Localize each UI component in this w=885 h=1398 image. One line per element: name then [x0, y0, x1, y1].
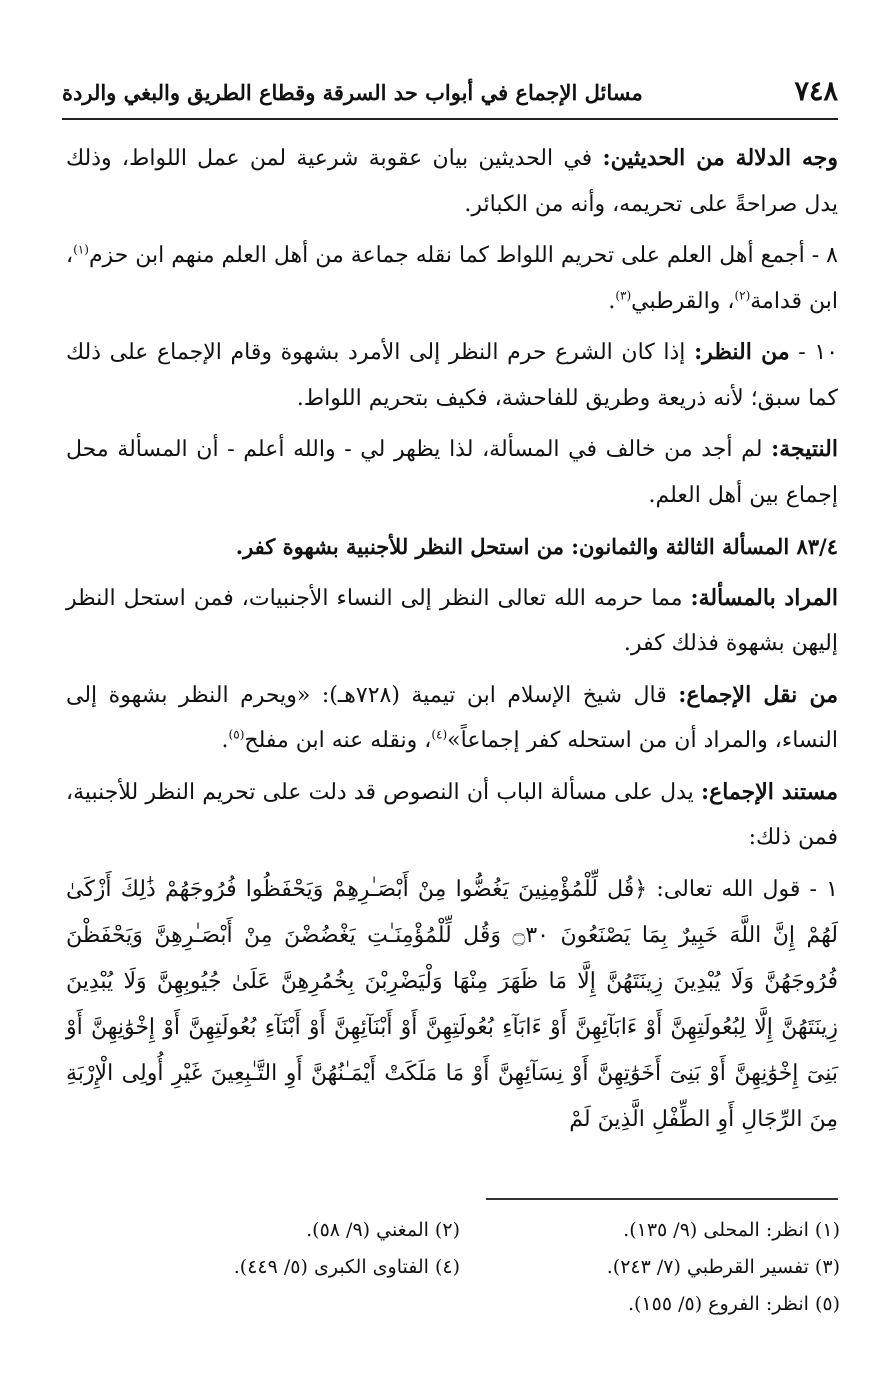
paragraph-text: .	[221, 728, 229, 753]
paragraph-text: لم أجد من خالف في المسألة، لذا يظهر لي - والله أعلم - أن المسألة محل إجماع بين أهل العلم.	[66, 437, 838, 508]
paragraph-label: النتيجة:	[771, 436, 838, 462]
paragraph-label: وجه الدلالة من الحديثين:	[602, 145, 838, 171]
section-heading: ٨٣/٤ المسألة الثالثة والثمانون: من استحل النظر للأجنبية بشهوة كفر.	[235, 534, 838, 559]
running-title: مسائل الإجماع في أبواب حد السرقة وقطاع الطريق والبغي والردة	[62, 80, 643, 105]
body-text	[66, 136, 838, 1149]
footnote-1: (١) انظر: المحلى (٩/ ١٣٥).	[623, 1219, 840, 1241]
paragraph-quran-verse	[66, 867, 838, 1143]
paragraph-label: مستند الإجماع:	[700, 778, 838, 805]
paragraph-text: ٨ - أجمع أهل العلم على تحريم اللواط كما نقله جماعة من أهل العلم منهم ابن حزم	[88, 243, 838, 268]
paragraph-text: ، ونقله عنه ابن مفلح	[244, 728, 432, 753]
paragraph-text: في الحديثين بيان عقوبة شرعية لمن عمل اللواط، وذلك يدل صراحةً على تحريمه، وأنه من الكبائر.	[66, 146, 838, 217]
running-header	[62, 72, 838, 112]
paragraph-reasoning-10	[66, 330, 838, 421]
footnote-row	[160, 1212, 840, 1249]
paragraph-label: من النظر:	[694, 339, 790, 365]
paragraph-consensus-8	[66, 233, 838, 324]
paragraph-label: من نقل الإجماع:	[678, 681, 838, 708]
paragraph-evidence-meaning	[66, 136, 838, 227]
paragraph-consensus-basis	[66, 770, 838, 861]
footnote-2: (٢) المغني (٩/ ٥٨).	[306, 1219, 460, 1241]
paragraph-label: المراد بالمسألة:	[690, 584, 838, 611]
footnote-separator	[486, 1198, 838, 1200]
quran-verse-text: ﴿قُل لِّلْمُؤْمِنِينَ يَغُضُّوا مِنْ أَبْصَـٰرِهِمْ وَيَحْفَظُوا فُرُوجَهُمْ ذَٰلِكَ أَزْكَىٰ لَهُمْ إِنَّ اللَّهَ خَبِيرٌ بِمَا يَصْنَعُونَ ۝٣٠ وَقُل لِّلْمُؤْمِنَـٰتِ يَغْضُضْنَ مِنْ أَبْصَـٰرِهِنَّ وَيَحْفَظْنَ فُرُوجَهُنَّ وَلَا يُبْدِينَ زِينَتَهُنَّ إِلَّا مَا ظَهَرَ مِنْهَا وَلْيَضْرِبْنَ بِخُمُرِهِنَّ عَلَىٰ جُيُوبِهِنَّ وَلَا يُبْدِينَ زِينَتَهُنَّ إِلَّا لِبُعُولَتِهِنَّ أَوْ ءَابَآئِهِنَّ أَوْ ءَابَآءِ بُعُولَتِهِنَّ أَوْ أَبْنَآئِهِنَّ أَوْ أَبْنَآءِ بُعُولَتِهِنَّ أَوْ إِخْوَٰنِهِنَّ أَوْ بَنِىٓ إِخْوَٰنِهِنَّ أَوْ بَنِىٓ أَخَوَٰتِهِنَّ أَوْ نِسَآئِهِنَّ أَوْ مَا مَلَكَتْ أَيْمَـٰنُهُنَّ أَوِ التَّـٰبِعِينَ غَيْرِ أُولِى الْإِرْبَةِ مِنَ الرِّجَالِ أَوِ الطِّفْلِ الَّذِينَ لَمْ	[66, 876, 839, 1132]
footnote-3: (٣) تفسير القرطبي (٧/ ٢٤٣).	[606, 1256, 840, 1278]
footnote-ref: (٢)	[734, 288, 751, 303]
paragraph-text: مما حرمه الله تعالى النظر إلى النساء الأجنبيات، فمن استحل النظر إليهن بشهوة فذلك كفر.	[66, 585, 838, 656]
paragraph-number: ١٠ -	[789, 340, 839, 365]
paragraph-text: ، ابن قدامة	[66, 243, 838, 314]
paragraph-consensus-source	[66, 673, 838, 764]
footnote-row	[160, 1249, 840, 1286]
paragraph-issue-meaning	[66, 576, 838, 667]
paragraph-text: إذا كان الشرع حرم النظر إلى الأمرد بشهوة وقام الإجماع على ذلك كما سبق؛ لأنه ذريعة وطريق للفاحشة، فكيف بتحريم اللواط.	[66, 340, 838, 411]
footnote-ref: (١)	[73, 242, 89, 257]
paragraph-text: ، والقرطبي	[631, 288, 735, 314]
footnote-ref: (٤)	[431, 727, 448, 742]
footnote-5: (٥) انظر: الفروع (٥/ ١٥٥).	[627, 1293, 840, 1315]
paragraph-text: يدل على مسألة الباب أن النصوص قد دلت على تحريم النظر للأجنبية، فمن ذلك:	[66, 779, 838, 850]
paragraph-text: .	[608, 288, 616, 314]
header-rule	[62, 118, 838, 120]
footnote-4: (٤) الفتاوى الكبرى (٥/ ٤٤٩).	[233, 1256, 460, 1278]
paragraph-text: قال شيخ الإسلام ابن تيمية (٧٢٨هـ): «ويحرم النظر بشهوة إلى النساء، والمراد أن من استحله كفر إجماعاً»	[66, 682, 838, 753]
paragraph-result	[66, 427, 838, 518]
footnotes	[160, 1212, 840, 1323]
page-number: ٧٤٨	[794, 76, 838, 107]
footnote-row	[160, 1286, 840, 1323]
paragraph-text: ١ - قول الله تعالى:	[647, 876, 838, 902]
footnote-ref: (٣)	[615, 288, 632, 303]
footnote-ref: (٥)	[228, 727, 245, 742]
